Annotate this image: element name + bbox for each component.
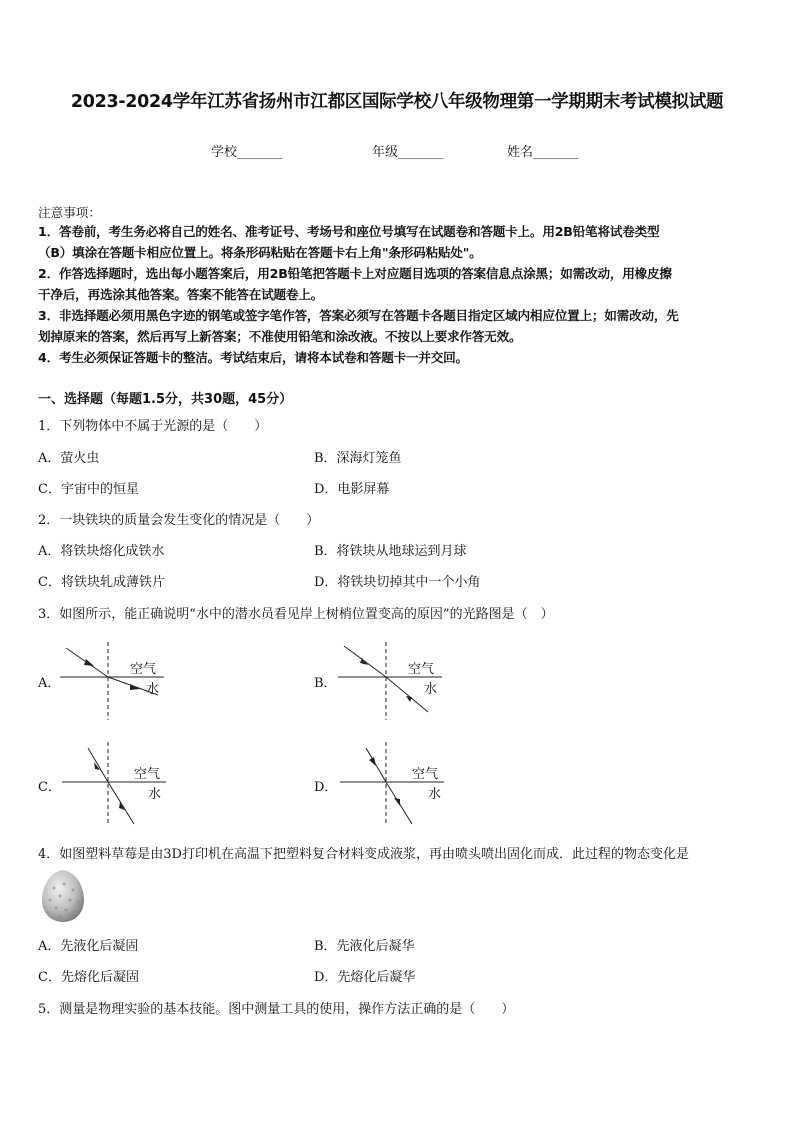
q3-option-d: D． (314, 780, 338, 795)
question-3: 3．如图所示，能正确说明“水中的潜水员看见岸上树梢位置变高的原因”的光路图是（ ） (38, 607, 554, 622)
q3-d-air-label: 空气 (412, 767, 439, 782)
q2-option-d: D．将铁块切掉其中一个小角 (314, 575, 481, 590)
strawberry-image (38, 868, 88, 924)
question-1: 1．下列物体中不属于光源的是（ ） (38, 419, 268, 434)
notice-line-2: （B）填涂在答题卡相应位置上。将条形码粘贴在答题卡右上角"条形码粘贴处"。 (38, 245, 482, 260)
section-heading: 一、选择题（每题1.5分，共30题，45分） (38, 392, 293, 407)
q4-option-a: A．先液化后凝固 (38, 939, 139, 954)
notice-line-6: 划掉原来的答案，然后再写上新答案；不准使用铅笔和涂改液。不按以上要求作答无效。 (38, 329, 522, 344)
q2-option-b: B．将铁块从地球运到月球 (314, 544, 467, 559)
notice-line-3: 2．作答选择题时，选出每小题答案后，用2B铅笔把答题卡上对应题目选项的答案信息点涂黑；如需改动，用橡皮擦 (38, 266, 672, 281)
notice-line-7: 4．考生必须保证答题卡的整洁。考试结束后，请将本试卷和答题卡一并交回。 (38, 350, 468, 365)
grade-field: 年级_______ (372, 145, 444, 160)
q1-option-b: B．深海灯笼鱼 (314, 451, 402, 466)
notice-line-1: 1．答卷前，考生务必将自己的姓名、准考证号、考场号和座位号填写在试题卷和答题卡上。用2B铅笔将试卷类型 (38, 224, 660, 239)
q4-option-b: B．先液化后凝华 (314, 939, 415, 954)
q1-option-d: D．电影屏幕 (314, 482, 390, 497)
q3-c-water-label: 水 (148, 787, 162, 802)
notice-line-4: 干净后，再选涂其他答案。答案不能答在试题卷上。 (38, 287, 324, 302)
school-field: 学校_______ (211, 145, 283, 160)
q3-option-c: C． (38, 780, 61, 795)
q2-option-c: C．将铁块轧成薄铁片 (38, 575, 165, 590)
notice-line-5: 3．非选择题必须用黑色字迹的钢笔或签字笔作答，答案必须写在答题卡各题目指定区域内相应位置上；如需改动，先 (38, 308, 679, 323)
q3-a-water-label: 水 (146, 682, 160, 697)
notice-title: 注意事项： (38, 205, 101, 220)
q3-option-b: B． (314, 676, 337, 691)
q3-d-water-label: 水 (428, 787, 442, 802)
q2-option-a: A．将铁块熔化成铁水 (38, 544, 165, 559)
q1-option-a: A．萤火虫 (38, 451, 100, 466)
q3-b-air-label: 空气 (408, 662, 435, 677)
page-title: 2023-2024学年江苏省扬州市江都区国际学校八年级物理第一学期期末考试模拟试题 (70, 92, 724, 112)
q3-option-a: A． (38, 676, 61, 691)
q3-c-air-label: 空气 (134, 767, 161, 782)
q1-option-c: C．宇宙中的恒星 (38, 482, 139, 497)
q3-a-air-label: 空气 (130, 662, 157, 677)
name-field: 姓名_______ (507, 145, 579, 160)
question-5: 5．测量是物理实验的基本技能。图中测量工具的使用，操作方法正确的是（ ） (38, 1002, 515, 1017)
q3-b-water-label: 水 (424, 682, 438, 697)
q4-option-d: D．先熔化后凝华 (314, 970, 416, 985)
question-2: 2．一块铁块的质量会发生变化的情况是（ ） (38, 513, 320, 528)
q4-option-c: C．先熔化后凝固 (38, 970, 139, 985)
question-4: 4．如图塑料草莓是由3D打印机在高温下把塑料复合材料变成液浆，再由喷头喷出固化而成．此过程的物态变化是 (38, 847, 689, 862)
